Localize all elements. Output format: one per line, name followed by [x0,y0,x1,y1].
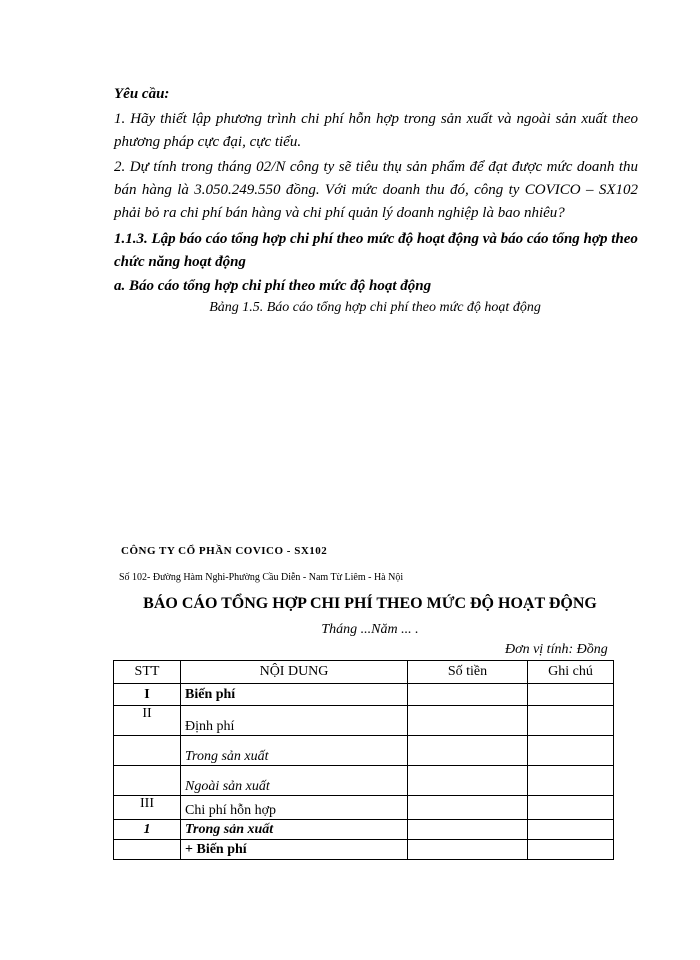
table-row [114,840,614,860]
requirement-item-1: 1. Hãy thiết lập phương trình chi phí hỗn hợp trong sản xuất và ngoài sản xuất theo phương pháp cực đại, cực tiểu. [114,111,638,150]
report-unit: Đơn vị tính: Đồng [505,642,608,657]
requirements-title: Yêu cầu: [114,86,170,102]
row-amount [408,736,528,766]
row-stt: I [114,684,181,706]
row-content: Ngoài sản xuất [181,766,408,796]
row-content: Chi phí hỗn hợp [181,796,408,820]
table-row [114,736,614,766]
row-amount [408,706,528,736]
table-row [114,796,614,820]
row-amount [408,796,528,820]
table-row [114,684,614,706]
row-note [528,684,614,706]
row-note [528,820,614,840]
row-note [528,766,614,796]
header-stt: STT [114,661,181,684]
header-note: Ghi chú [528,661,614,684]
table-caption: Bảng 1.5. Báo cáo tổng hợp chi phí theo mức độ hoạt động [209,300,541,315]
row-content: Trong sản xuất [181,820,408,840]
report-period: Tháng ...Năm ... . [321,622,419,637]
row-stt [114,840,181,860]
company-address: Số 102- Đường Hàm Nghi-Phường Cầu Diễn - Nam Từ Liêm - Hà Nội [119,572,404,583]
row-amount [408,766,528,796]
row-amount [408,684,528,706]
header-content: NỘI DUNG [181,661,408,684]
section-heading: 1.1.3. Lập báo cáo tổng hợp chi phí theo mức độ hoạt động và báo cáo tổng hợp theo chức năng hoạt động [114,231,638,270]
header-amount: Số tiền [408,661,528,684]
report-title: BÁO CÁO TỔNG HỢP CHI PHÍ THEO MỨC ĐỘ HOẠT ĐỘNG [143,595,597,612]
row-content: + Biến phí [181,840,408,860]
row-content: Định phí [181,706,408,736]
row-amount [408,820,528,840]
row-note [528,706,614,736]
requirement-item-2: 2. Dự tính trong tháng 02/N công ty sẽ tiêu thụ sản phẩm để đạt được mức doanh thu bán hàng là 3.050.249.550 đồng. Với mức doanh thu đó, công ty COVICO – SX102 phải bỏ ra chi phí bán hàng và chi phí quản lý doanh nghiệp là bao nhiêu? [114,159,638,221]
row-note [528,796,614,820]
row-stt: 1 [114,820,181,840]
row-stt: II [114,706,181,736]
row-note [528,736,614,766]
row-content: Biến phí [181,684,408,706]
table-row [114,706,614,736]
row-stt: III [114,796,181,820]
company-name: CÔNG TY CỔ PHẦN COVICO - SX102 [121,545,328,557]
row-amount [408,840,528,860]
row-stt [114,766,181,796]
row-stt [114,736,181,766]
row-content: Trong sản xuất [181,736,408,766]
subsection-heading: a. Báo cáo tổng hợp chi phí theo mức độ hoạt động [114,278,432,294]
table-header-row [114,661,614,684]
report-table [113,660,614,860]
table-row [114,766,614,796]
row-note [528,840,614,860]
table-row [114,820,614,840]
